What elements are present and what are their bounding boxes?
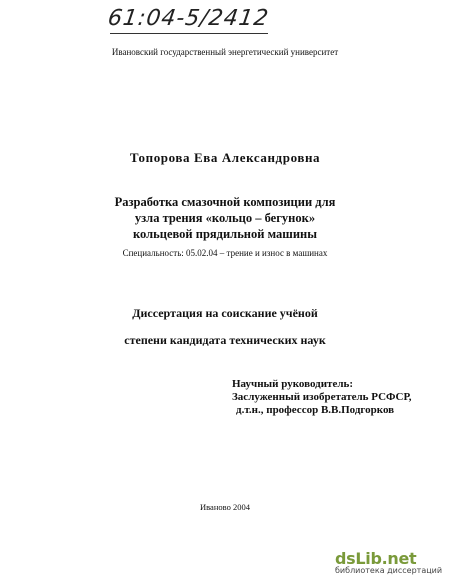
supervisor-name: д.т.н., профессор В.В.Подгорков bbox=[236, 404, 395, 416]
handwritten-underline bbox=[110, 33, 268, 34]
archive-number-handwritten: 61:04-5/2412 bbox=[106, 6, 271, 31]
logo-text: dsLib.net bbox=[335, 549, 417, 568]
university-name: Ивановский государственный энергетический университет bbox=[111, 47, 339, 57]
degree-line: Диссертация на соискание учёной bbox=[132, 306, 318, 320]
dslib-logo[interactable] bbox=[335, 549, 442, 575]
city-year: Иваново 2004 bbox=[200, 502, 250, 512]
author-name: Топорова Ева Александровна bbox=[129, 150, 321, 165]
logo-tagline: библиотека диссертаций bbox=[335, 566, 443, 575]
supervisor-block bbox=[232, 378, 412, 417]
title-line: Разработка смазочной композиции для bbox=[114, 195, 336, 209]
degree-statement bbox=[0, 300, 450, 354]
title-line: кольцевой прядильной машины bbox=[133, 227, 317, 241]
thesis-title bbox=[0, 194, 450, 242]
degree-line: степени кандидата технических наук bbox=[124, 333, 326, 347]
title-line: узла трения «кольцо – бегунок» bbox=[134, 211, 316, 225]
specialty: Специальность: 05.02.04 – трение и износ в машинах bbox=[122, 248, 328, 258]
supervisor-heading: Научный руководитель: bbox=[232, 378, 353, 390]
supervisor-title: Заслуженный изобретатель РСФСР, bbox=[232, 391, 412, 403]
